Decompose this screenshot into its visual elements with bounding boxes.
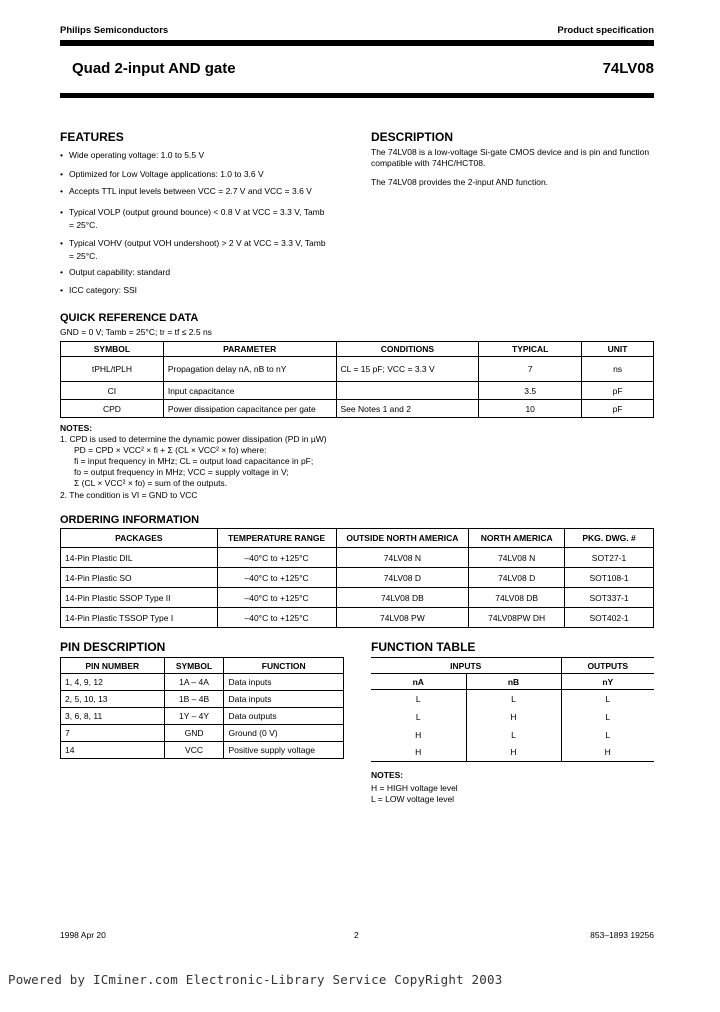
header-rule-top — [60, 40, 654, 46]
table-cell: pF — [582, 400, 654, 418]
part-number: 74LV08 — [602, 60, 654, 77]
feature-item: • Accepts TTL input levels between VCC = 2.7 V and VCC = 3.6 V — [60, 186, 360, 196]
table-cell: H — [466, 708, 561, 726]
note-line: 1. CPD is used to determine the dynamic power dissipation (PD in µW) — [60, 434, 327, 444]
table-header-cell: UNIT — [582, 342, 654, 357]
table-cell: 74LV08PW DH — [469, 608, 565, 628]
table-row — [61, 708, 344, 725]
table-cell: GND — [164, 725, 224, 742]
table-cell: 1A – 4A — [164, 674, 224, 691]
table-header-row — [61, 529, 654, 548]
table-row — [371, 726, 654, 744]
description-heading: DESCRIPTION — [371, 130, 454, 144]
table-cell: Data inputs — [224, 674, 344, 691]
table-cell: 2, 5, 10, 13 — [61, 691, 165, 708]
table-header-cell: nB — [466, 674, 561, 690]
function-notes-heading: NOTES: — [371, 770, 404, 780]
table-cell: Ground (0 V) — [224, 725, 344, 742]
footer-date: 1998 Apr 20 — [60, 930, 106, 940]
table-cell: L — [371, 690, 466, 708]
table-header-row — [61, 342, 654, 357]
feature-item: • Wide operating voltage: 1.0 to 5.5 V — [60, 150, 350, 160]
table-cell: 74LV08 D — [336, 568, 469, 588]
table-row — [61, 568, 654, 588]
table-cell: 74LV08 D — [469, 568, 565, 588]
description-para-1: The 74LV08 is a low-voltage Si-gate CMOS device and is pin and function compatible with 74HC/HCT08. — [371, 147, 650, 168]
company-name: Philips Semiconductors — [60, 25, 169, 36]
table-header-row — [371, 674, 654, 690]
quick-ref-heading: QUICK REFERENCE DATA — [60, 312, 199, 324]
table-row — [61, 608, 654, 628]
table-cell: SOT337-1 — [565, 588, 654, 608]
table-cell: CL = 15 pF; VCC = 3.3 V — [336, 357, 479, 382]
ordering-heading: ORDERING INFORMATION — [60, 514, 200, 526]
table-cell — [336, 382, 479, 400]
table-row — [371, 708, 654, 726]
doc-type: Product specification — [557, 25, 654, 36]
feature-item: • Typical VOHV (output VOH undershoot) > 2 V at VCC = 3.3 V, Tamb = 25°C. — [60, 237, 330, 263]
table-row — [61, 548, 654, 568]
table-header-cell: PIN NUMBER — [61, 658, 165, 674]
table-cell: 3, 6, 8, 11 — [61, 708, 165, 725]
table-header-row — [371, 658, 654, 674]
description-para-2: The 74LV08 provides the 2-input AND function. — [371, 177, 549, 187]
quick-ref-notes-heading: NOTES: — [60, 423, 93, 433]
table-cell: L — [561, 726, 654, 744]
table-cell: H — [371, 744, 466, 762]
function-table — [371, 657, 654, 762]
table-cell: tPHL/tPLH — [61, 357, 164, 382]
table-cell: pF — [582, 382, 654, 400]
note-line: PD = CPD × VCC² × fi + Σ (CL × VCC² × fo) where: — [74, 445, 267, 455]
table-cell: L — [561, 690, 654, 708]
table-cell: 14 — [61, 742, 165, 759]
table-cell: 14-Pin Plastic DIL — [61, 548, 218, 568]
table-header-cell: NORTH AMERICA — [469, 529, 565, 548]
note-line: fi = input frequency in MHz; CL = output load capacitance in pF; — [74, 456, 314, 466]
table-cell: VCC — [164, 742, 224, 759]
table-cell: 74LV08 N — [469, 548, 565, 568]
table-cell: CI — [61, 382, 164, 400]
table-header-cell: FUNCTION — [224, 658, 344, 674]
table-header-cell: CONDITIONS — [336, 342, 479, 357]
table-cell: H — [466, 744, 561, 762]
table-cell: 14-Pin Plastic TSSOP Type I — [61, 608, 218, 628]
table-cell: L — [466, 690, 561, 708]
table-header-cell: PACKAGES — [61, 529, 218, 548]
table-cell: –40°C to +125°C — [217, 548, 336, 568]
table-cell: SOT27-1 — [565, 548, 654, 568]
table-cell: –40°C to +125°C — [217, 608, 336, 628]
inputs-group-header: INPUTS — [371, 658, 561, 674]
table-cell: 1, 4, 9, 12 — [61, 674, 165, 691]
function-table-heading: FUNCTION TABLE — [371, 640, 476, 654]
table-row — [61, 357, 654, 382]
features-heading: FEATURES — [60, 130, 124, 144]
function-note: H = HIGH voltage level — [371, 783, 458, 793]
quick-ref-conditions: GND = 0 V; Tamb = 25°C; tr = tf ≤ 2.5 ns — [60, 327, 212, 337]
table-header-cell: PKG. DWG. # — [565, 529, 654, 548]
table-cell: 1Y – 4Y — [164, 708, 224, 725]
feature-item: • Optimized for Low Voltage applications: 1.0 to 3.6 V — [60, 169, 350, 179]
feature-item: • Typical VOLP (output ground bounce) < 0.8 V at VCC = 3.3 V, Tamb = 25°C. — [60, 206, 330, 232]
pin-table — [60, 657, 344, 759]
table-cell: 74LV08 PW — [336, 608, 469, 628]
table-cell: 14-Pin Plastic SSOP Type II — [61, 588, 218, 608]
header-rule-bottom — [60, 93, 654, 98]
table-row — [61, 382, 654, 400]
table-cell: L — [371, 708, 466, 726]
table-header-cell: TYPICAL — [479, 342, 582, 357]
table-header-cell: TEMPERATURE RANGE — [217, 529, 336, 548]
table-header-cell: OUTSIDE NORTH AMERICA — [336, 529, 469, 548]
pin-heading: PIN DESCRIPTION — [60, 640, 166, 654]
table-row — [371, 690, 654, 708]
table-header-row — [61, 658, 344, 674]
table-cell: Input capacitance — [163, 382, 336, 400]
powered-by-banner: Powered by ICminer.com Electronic-Library Service CopyRight 2003 — [8, 972, 503, 987]
table-header-cell: SYMBOL — [61, 342, 164, 357]
table-row — [371, 744, 654, 762]
table-row — [61, 588, 654, 608]
table-cell: Propagation delay nA, nB to nY — [163, 357, 336, 382]
function-note: L = LOW voltage level — [371, 794, 455, 804]
table-cell: 10 — [479, 400, 582, 418]
table-header-cell: nA — [371, 674, 466, 690]
table-cell: Positive supply voltage — [224, 742, 344, 759]
table-header-cell: SYMBOL — [164, 658, 224, 674]
note-line: 2. The condition is VI = GND to VCC — [60, 490, 198, 500]
note-line: fo = output frequency in MHz; VCC = supply voltage in V; — [74, 467, 289, 477]
table-row — [61, 674, 344, 691]
table-cell: See Notes 1 and 2 — [336, 400, 479, 418]
table-cell: 74LV08 DB — [336, 588, 469, 608]
table-cell: –40°C to +125°C — [217, 588, 336, 608]
table-cell: H — [371, 726, 466, 744]
table-header-cell: nY — [561, 674, 654, 690]
table-cell: –40°C to +125°C — [217, 568, 336, 588]
table-cell: L — [466, 726, 561, 744]
table-cell: CPD — [61, 400, 164, 418]
table-cell: H — [561, 744, 654, 762]
table-cell: 74LV08 N — [336, 548, 469, 568]
table-cell: Power dissipation capacitance per gate — [163, 400, 336, 418]
ordering-table — [60, 528, 654, 628]
table-header-cell: PARAMETER — [163, 342, 336, 357]
outputs-group-header: OUTPUTS — [561, 658, 654, 674]
table-row — [61, 725, 344, 742]
table-cell: Data inputs — [224, 691, 344, 708]
table-cell: 1B – 4B — [164, 691, 224, 708]
table-cell: SOT108-1 — [565, 568, 654, 588]
feature-item: • ICC category: SSI — [60, 285, 350, 295]
table-cell: 7 — [479, 357, 582, 382]
table-cell: L — [561, 708, 654, 726]
table-row — [61, 691, 344, 708]
table-cell: ns — [582, 357, 654, 382]
feature-item: • Output capability: standard — [60, 267, 350, 277]
table-cell: 74LV08 DB — [469, 588, 565, 608]
table-cell: 7 — [61, 725, 165, 742]
note-line: Σ (CL × VCC² × fo) = sum of the outputs. — [74, 478, 228, 488]
table-cell: Data outputs — [224, 708, 344, 725]
table-cell: 3.5 — [479, 382, 582, 400]
table-row — [61, 400, 654, 418]
footer-code: 853–1893 19256 — [590, 930, 654, 940]
page-title: Quad 2-input AND gate — [72, 60, 236, 77]
page-number: 2 — [354, 930, 359, 940]
table-cell: 14-Pin Plastic SO — [61, 568, 218, 588]
table-cell: SOT402-1 — [565, 608, 654, 628]
quick-ref-table — [60, 341, 654, 418]
table-row — [61, 742, 344, 759]
